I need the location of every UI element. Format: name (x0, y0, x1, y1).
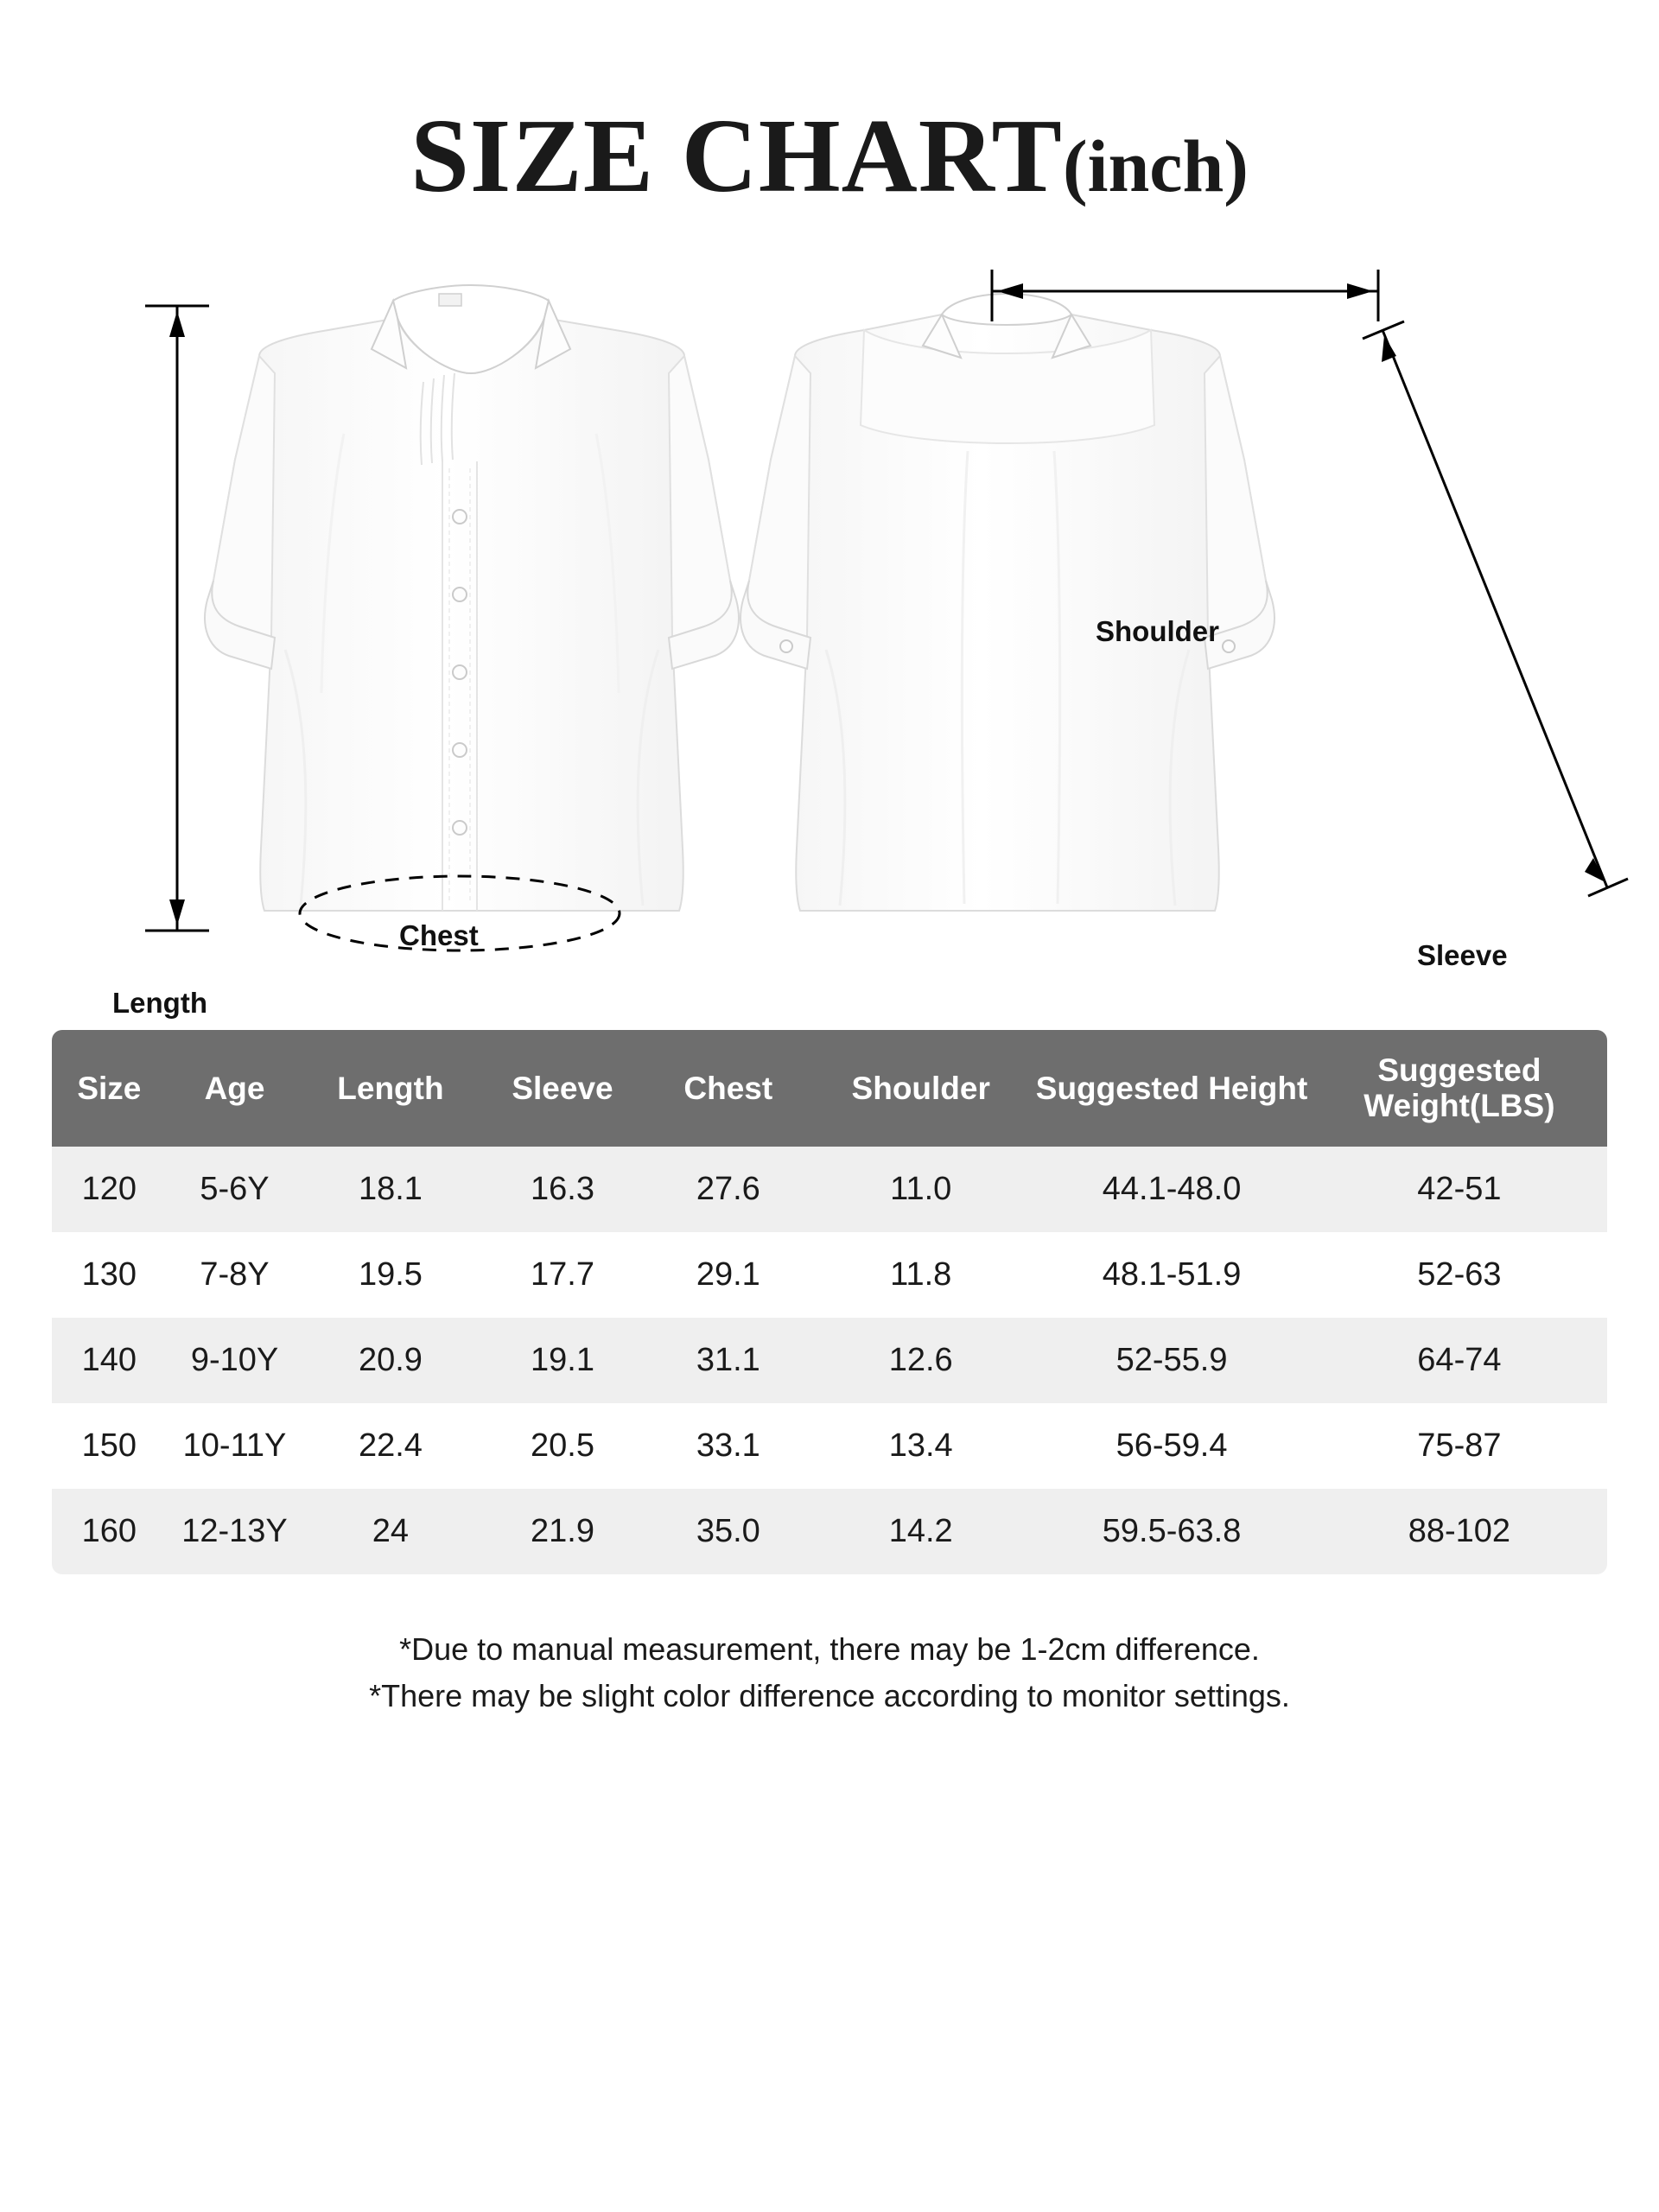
cell-height: 56-59.4 (1032, 1403, 1312, 1489)
cell-sleeve: 21.9 (479, 1489, 647, 1574)
cell-sleeve: 19.1 (479, 1318, 647, 1403)
cell-age: 10-11Y (167, 1403, 303, 1489)
footnote-color: *There may be slight color difference according to monitor settings. (369, 1677, 1290, 1713)
label-length: Length (112, 987, 207, 1019)
cell-shoulder: 12.6 (810, 1318, 1032, 1403)
cell-weight: 52-63 (1312, 1232, 1607, 1318)
column-header-sleeve: Sleeve (479, 1030, 647, 1147)
cell-weight: 64-74 (1312, 1318, 1607, 1403)
column-header-chest: Chest (646, 1030, 810, 1147)
label-sleeve: Sleeve (1417, 939, 1508, 971)
cell-height: 48.1-51.9 (1032, 1232, 1312, 1318)
cell-shoulder: 14.2 (810, 1489, 1032, 1574)
cell-sleeve: 17.7 (479, 1232, 647, 1318)
cell-size: 130 (52, 1232, 167, 1318)
cell-chest: 29.1 (646, 1232, 810, 1318)
column-header-height: Suggested Height (1032, 1030, 1312, 1147)
cell-size: 160 (52, 1489, 167, 1574)
garment-measurement-diagram (0, 244, 1659, 1021)
table-row (52, 1489, 1607, 1574)
cell-shoulder: 13.4 (810, 1403, 1032, 1489)
label-shoulder: Shoulder (1096, 615, 1220, 647)
table-row (52, 1318, 1607, 1403)
cell-length: 24 (302, 1489, 478, 1574)
cell-chest: 27.6 (646, 1147, 810, 1232)
table-row (52, 1232, 1607, 1318)
cell-shoulder: 11.0 (810, 1147, 1032, 1232)
column-header-age: Age (167, 1030, 303, 1147)
cell-weight: 42-51 (1312, 1147, 1607, 1232)
title-main-text: SIZE CHART (410, 98, 1063, 214)
table-header (52, 1030, 1607, 1147)
cell-age: 9-10Y (167, 1318, 303, 1403)
label-chest: Chest (399, 919, 479, 951)
title-unit-text: (inch) (1062, 124, 1249, 207)
cell-age: 7-8Y (167, 1232, 303, 1318)
cell-chest: 31.1 (646, 1318, 810, 1403)
shirt-front-illustration (205, 285, 739, 911)
page-title (0, 0, 1659, 214)
table-row (52, 1403, 1607, 1489)
footnotes (0, 1626, 1659, 1719)
column-header-weight: Suggested Weight(LBS) (1312, 1030, 1607, 1147)
size-chart-table (52, 1030, 1607, 1574)
cell-height: 59.5-63.8 (1032, 1489, 1312, 1574)
cell-size: 150 (52, 1403, 167, 1489)
footnote-measurement: *Due to manual measurement, there may be 1-2cm difference. (399, 1630, 1260, 1667)
cell-sleeve: 16.3 (479, 1147, 647, 1232)
cell-chest: 35.0 (646, 1489, 810, 1574)
cell-age: 12-13Y (167, 1489, 303, 1574)
column-header-length: Length (302, 1030, 478, 1147)
cell-length: 22.4 (302, 1403, 478, 1489)
cell-sleeve: 20.5 (479, 1403, 647, 1489)
shirt-diagram-svg (0, 244, 1659, 1021)
cell-length: 20.9 (302, 1318, 478, 1403)
cell-size: 140 (52, 1318, 167, 1403)
cell-shoulder: 11.8 (810, 1232, 1032, 1318)
cell-chest: 33.1 (646, 1403, 810, 1489)
cell-age: 5-6Y (167, 1147, 303, 1232)
column-header-shoulder: Shoulder (810, 1030, 1032, 1147)
cell-height: 44.1-48.0 (1032, 1147, 1312, 1232)
cell-length: 18.1 (302, 1147, 478, 1232)
cell-height: 52-55.9 (1032, 1318, 1312, 1403)
table-row (52, 1147, 1607, 1232)
cell-size: 120 (52, 1147, 167, 1232)
cell-length: 19.5 (302, 1232, 478, 1318)
cell-weight: 88-102 (1312, 1489, 1607, 1574)
size-chart-table-wrapper (52, 1030, 1607, 1574)
table-header-row (52, 1030, 1607, 1147)
shirt-back-illustration (741, 294, 1274, 911)
column-header-size: Size (52, 1030, 167, 1147)
cell-weight: 75-87 (1312, 1403, 1607, 1489)
table-body (52, 1147, 1607, 1574)
